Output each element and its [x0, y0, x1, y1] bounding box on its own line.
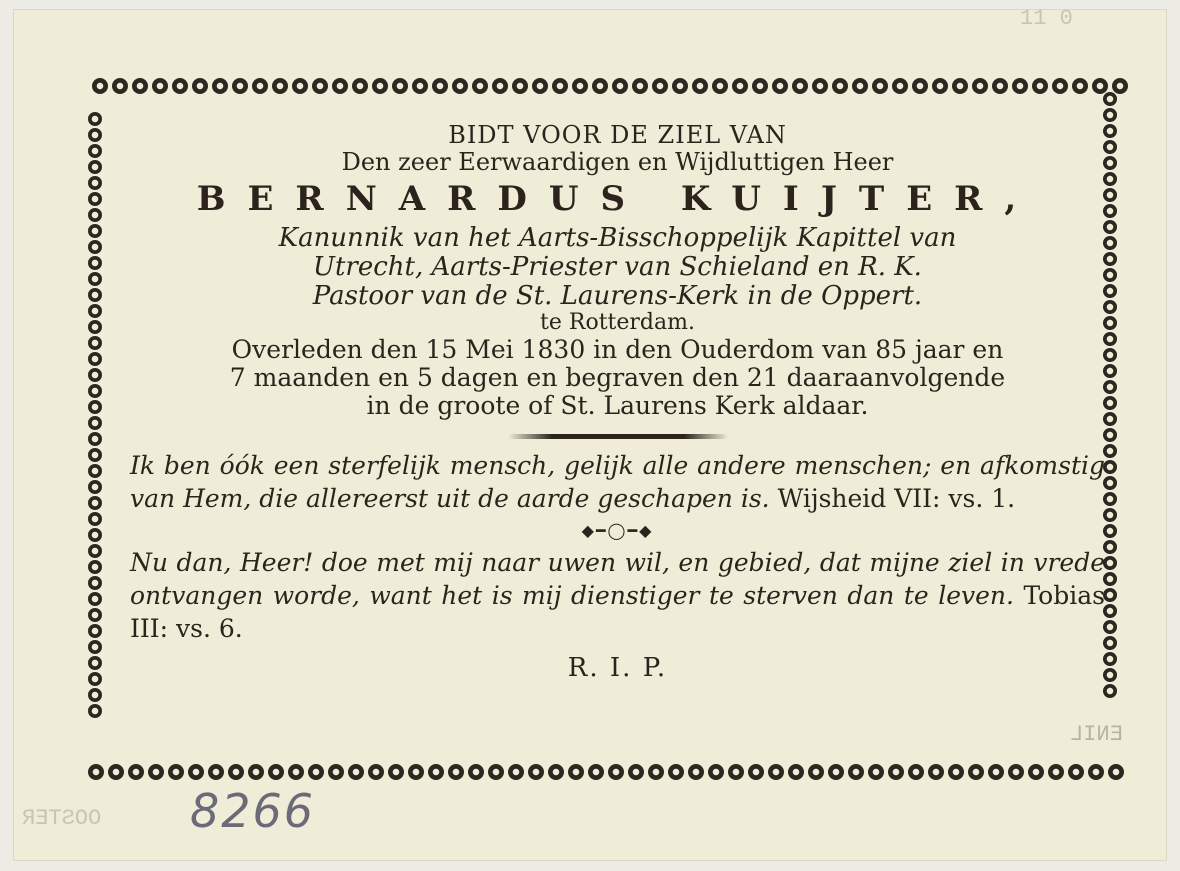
border-dot — [1103, 556, 1117, 570]
border-dot — [692, 78, 708, 94]
border-dot — [772, 78, 788, 94]
border-dot — [292, 78, 308, 94]
border-dot — [948, 764, 964, 780]
border-dot — [892, 78, 908, 94]
border-dot — [188, 764, 204, 780]
border-dot — [768, 764, 784, 780]
border-dot — [968, 764, 984, 780]
border-dot — [88, 528, 102, 542]
divider-rule — [508, 434, 728, 439]
bottom-dot-border — [86, 764, 1136, 786]
border-dot — [372, 78, 388, 94]
border-dot — [88, 224, 102, 238]
border-dot — [1103, 444, 1117, 458]
border-dot — [88, 512, 102, 526]
border-dot — [112, 78, 128, 94]
rip-line: R. I. P. — [567, 652, 668, 683]
border-dot — [648, 764, 664, 780]
border-dot — [88, 320, 102, 334]
subheading: Den zeer Eerwaardigen en Wijdluttigen Heer — [341, 147, 894, 176]
border-dot — [248, 764, 264, 780]
border-dot — [608, 764, 624, 780]
border-dot — [392, 78, 408, 94]
border-dot — [1103, 588, 1117, 602]
border-dot — [1088, 764, 1104, 780]
border-dot — [228, 764, 244, 780]
border-dot — [748, 764, 764, 780]
border-dot — [1103, 620, 1117, 634]
border-dot — [88, 368, 102, 382]
prayer-card — [14, 10, 1166, 860]
border-dot — [1103, 636, 1117, 650]
border-dot — [508, 764, 524, 780]
border-dot — [1103, 428, 1117, 442]
quote-tobias — [130, 546, 1105, 645]
border-dot — [88, 144, 102, 158]
border-dot — [952, 78, 968, 94]
border-dot — [1103, 220, 1117, 234]
title-line-2: Utrecht, Aarts-Priester van Schieland en R. K. — [313, 251, 922, 282]
border-dot — [428, 764, 444, 780]
border-dot — [652, 78, 668, 94]
right-dot-border — [1103, 90, 1125, 770]
border-dot — [1103, 540, 1117, 554]
border-dot — [352, 78, 368, 94]
border-dot — [712, 78, 728, 94]
border-dot — [728, 764, 744, 780]
border-dot — [1103, 476, 1117, 490]
border-dot — [468, 764, 484, 780]
border-dot — [588, 764, 604, 780]
border-dot — [88, 256, 102, 270]
border-dot — [88, 592, 102, 606]
border-dot — [212, 78, 228, 94]
border-dot — [88, 448, 102, 462]
border-dot — [628, 764, 644, 780]
border-dot — [528, 764, 544, 780]
border-dot — [1103, 156, 1117, 170]
border-dot — [1103, 108, 1117, 122]
border-dot — [1028, 764, 1044, 780]
border-dot — [88, 688, 102, 702]
death-line-3: in de groote of St. Laurens Kerk aldaar. — [366, 390, 869, 420]
border-dot — [88, 288, 102, 302]
quote-wisdom-ref: Wijsheid VII: vs. 1. — [777, 483, 1016, 513]
border-dot — [908, 764, 924, 780]
border-dot — [828, 764, 844, 780]
border-dot — [152, 78, 168, 94]
border-dot — [332, 78, 348, 94]
border-dot — [992, 78, 1008, 94]
border-dot — [688, 764, 704, 780]
card-text — [130, 122, 1105, 683]
quote-wisdom-text: Ik ben óók een sterfelijk mensch, gelijk alle andere menschen; en afkomstig van Hem, die allereerst uit de aarde geschapen is. — [130, 450, 1105, 513]
border-dot — [1103, 300, 1117, 314]
border-dot — [972, 78, 988, 94]
mirror-stamp-right: ENIL — [1070, 722, 1123, 747]
deceased-name: BERNARDUS KUIJTER, — [196, 178, 1039, 219]
border-dot — [448, 764, 464, 780]
border-dot — [1032, 78, 1048, 94]
border-dot — [612, 78, 628, 94]
border-dot — [88, 608, 102, 622]
border-dot — [832, 78, 848, 94]
border-dot — [88, 208, 102, 222]
border-dot — [232, 78, 248, 94]
left-dot-border — [88, 110, 110, 770]
border-dot — [1103, 284, 1117, 298]
border-dot — [368, 764, 384, 780]
border-dot — [672, 78, 688, 94]
border-dot — [88, 464, 102, 478]
border-dot — [1103, 140, 1117, 154]
border-dot — [172, 78, 188, 94]
border-dot — [632, 78, 648, 94]
border-dot — [752, 78, 768, 94]
border-dot — [412, 78, 428, 94]
border-dot — [408, 764, 424, 780]
border-dot — [88, 192, 102, 206]
border-dot — [208, 764, 224, 780]
border-dot — [988, 764, 1004, 780]
border-dot — [592, 78, 608, 94]
border-dot — [1103, 316, 1117, 330]
border-dot — [1103, 460, 1117, 474]
border-dot — [708, 764, 724, 780]
border-dot — [868, 764, 884, 780]
border-dot — [88, 656, 102, 670]
border-dot — [492, 78, 508, 94]
title-line-1: Kanunnik van het Aarts-Bisschoppelijk Kapittel van — [278, 222, 957, 253]
border-dot — [812, 78, 828, 94]
border-dot — [88, 480, 102, 494]
border-dot — [88, 496, 102, 510]
border-dot — [288, 764, 304, 780]
border-dot — [1008, 764, 1024, 780]
border-dot — [788, 764, 804, 780]
border-dot — [192, 78, 208, 94]
border-dot — [252, 78, 268, 94]
border-dot — [272, 78, 288, 94]
border-dot — [572, 78, 588, 94]
border-dot — [1072, 78, 1088, 94]
border-dot — [88, 304, 102, 318]
border-dot — [88, 336, 102, 350]
border-dot — [1103, 204, 1117, 218]
border-dot — [1103, 92, 1117, 106]
border-dot — [1103, 268, 1117, 282]
border-dot — [88, 240, 102, 254]
border-dot — [1103, 412, 1117, 426]
border-dot — [888, 764, 904, 780]
border-dot — [88, 112, 102, 126]
border-dot — [1012, 78, 1028, 94]
border-dot — [88, 352, 102, 366]
place: te Rotterdam. — [540, 310, 695, 336]
border-dot — [88, 416, 102, 430]
border-dot — [1103, 380, 1117, 394]
border-dot — [88, 624, 102, 638]
border-dot — [1103, 172, 1117, 186]
handwritten-catalog-number: 8266 — [190, 784, 316, 838]
border-dot — [1103, 604, 1117, 618]
border-dot — [1103, 236, 1117, 250]
border-dot — [1103, 252, 1117, 266]
border-dot — [88, 272, 102, 286]
border-dot — [568, 764, 584, 780]
border-dot — [1103, 364, 1117, 378]
border-dot — [88, 672, 102, 686]
border-dot — [792, 78, 808, 94]
border-dot — [1068, 764, 1084, 780]
quote-tobias-text: Nu dan, Heer! doe met mij naar uwen wil, en gebied, dat mijne ziel in vrede ontvangen worde, want het is mij dienstiger te sterven dan te leven. — [130, 547, 1105, 610]
border-dot — [1103, 188, 1117, 202]
border-dot — [88, 544, 102, 558]
border-dot — [872, 78, 888, 94]
border-dot — [1103, 396, 1117, 410]
border-dot — [1103, 684, 1117, 698]
border-dot — [328, 764, 344, 780]
border-dot — [912, 78, 928, 94]
quote-tobias-ref: Tobias III: vs. 6. — [130, 580, 1105, 643]
border-dot — [1103, 348, 1117, 362]
border-dot — [88, 432, 102, 446]
border-dot — [88, 176, 102, 190]
border-dot — [548, 764, 564, 780]
border-dot — [1052, 78, 1068, 94]
border-dot — [128, 764, 144, 780]
border-dot — [88, 400, 102, 414]
border-dot — [1048, 764, 1064, 780]
top-dot-border — [90, 78, 1130, 100]
top-right-stamp: 11 0 — [1020, 6, 1073, 31]
border-dot — [512, 78, 528, 94]
border-dot — [88, 128, 102, 142]
border-dot — [488, 764, 504, 780]
border-dot — [1103, 508, 1117, 522]
death-line-1: Overleden den 15 Mei 1830 in den Ouderdom van 85 jaar en — [231, 334, 1004, 364]
mirror-stamp-left: OOSTER — [22, 806, 102, 831]
title-line-3: Pastoor van de St. Laurens-Kerk in de Oppert. — [312, 281, 923, 312]
border-dot — [88, 704, 102, 718]
border-dot — [1103, 124, 1117, 138]
quote-wisdom — [130, 449, 1105, 515]
border-dot — [88, 640, 102, 654]
border-dot — [108, 764, 124, 780]
border-dot — [88, 160, 102, 174]
heading: BIDT VOOR DE ZIEL VAN — [448, 121, 787, 149]
border-dot — [388, 764, 404, 780]
border-dot — [1103, 572, 1117, 586]
border-dot — [168, 764, 184, 780]
border-dot — [472, 78, 488, 94]
border-dot — [532, 78, 548, 94]
border-dot — [148, 764, 164, 780]
death-line-2: 7 maanden en 5 dagen en begraven den 21 daaraanvolgende — [229, 362, 1006, 392]
border-dot — [88, 560, 102, 574]
border-dot — [132, 78, 148, 94]
border-dot — [312, 78, 328, 94]
border-dot — [808, 764, 824, 780]
border-dot — [348, 764, 364, 780]
ornament-divider: ◆━◯━◆ — [581, 520, 654, 540]
border-dot — [928, 764, 944, 780]
border-dot — [432, 78, 448, 94]
border-dot — [452, 78, 468, 94]
border-dot — [1103, 652, 1117, 666]
border-dot — [552, 78, 568, 94]
border-dot — [268, 764, 284, 780]
border-dot — [88, 576, 102, 590]
border-dot — [852, 78, 868, 94]
border-dot — [1103, 668, 1117, 682]
border-dot — [848, 764, 864, 780]
border-dot — [1103, 332, 1117, 346]
border-dot — [1103, 524, 1117, 538]
border-dot — [932, 78, 948, 94]
border-dot — [668, 764, 684, 780]
border-dot — [308, 764, 324, 780]
border-dot — [88, 384, 102, 398]
border-dot — [92, 78, 108, 94]
border-dot — [732, 78, 748, 94]
border-dot — [1103, 492, 1117, 506]
